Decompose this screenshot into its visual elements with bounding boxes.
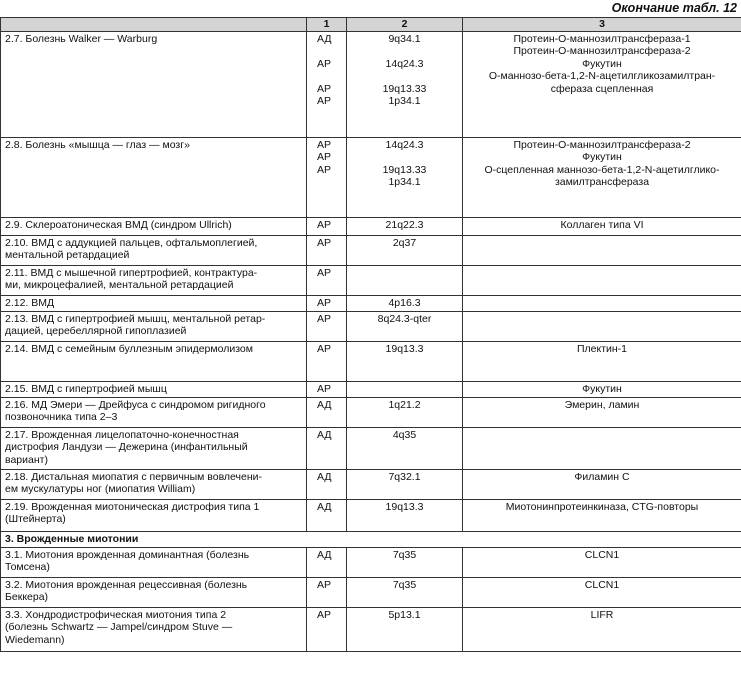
disease-name-cell <box>1 469 307 499</box>
inheritance-cell <box>307 265 347 295</box>
table-row <box>1 295 741 311</box>
disease-name-text: 2.17. Врожденная лицелопаточно-конечностная дистрофия Ландузи — Дежерина (инфантильный вариант) <box>5 428 248 466</box>
gene-product-cell <box>463 311 741 341</box>
gene-product-cell <box>463 397 741 427</box>
table-row <box>1 311 741 341</box>
inheritance-cell <box>307 547 347 577</box>
table-caption: Окончание табл. 12 <box>611 1 737 15</box>
gene-product-cell <box>463 295 741 311</box>
gene-product-text: CLCN1 <box>584 578 620 591</box>
gene-product-text: LIFR <box>590 608 614 621</box>
disease-name-text: 3.1. Миотония врожденная доминантная (болезнь Томсена) <box>5 548 250 573</box>
gene-product-cell <box>463 469 741 499</box>
inheritance-cell <box>307 427 347 469</box>
table-row <box>1 397 741 427</box>
locus-text: 8q24.3-qter <box>377 312 432 325</box>
disease-name-text: 2.9. Склероатоническая ВМД (синдром Ullrich) <box>5 218 232 231</box>
table-row <box>1 341 741 381</box>
disease-name-cell <box>1 397 307 427</box>
locus-cell <box>347 427 463 469</box>
locus-text: 2q37 <box>392 236 417 249</box>
gene-product-text: Филамин С <box>574 470 630 483</box>
gene-product-cell <box>463 31 741 137</box>
inheritance-text: АД <box>317 500 332 513</box>
locus-cell <box>347 295 463 311</box>
disease-name-cell <box>1 295 307 311</box>
disease-name-cell <box>1 235 307 265</box>
locus-text: 1q21.2 <box>388 398 421 411</box>
disease-name-text: 2.16. МД Эмери — Дрейфуса с синдромом ригидного позвоночника типа 2–3 <box>5 398 266 423</box>
inheritance-text: АР <box>317 296 332 309</box>
gene-product-text: Коллаген типа VI <box>560 218 644 231</box>
locus-text: 7q32.1 <box>388 470 421 483</box>
inheritance-text: АД <box>317 428 332 441</box>
table-row <box>1 607 741 651</box>
inheritance-text: АД <box>317 548 332 561</box>
disease-name-text: 2.18. Дистальная миопатия с первичным вовлечени- ем мускулатуры ног (миопатия William) <box>5 470 263 495</box>
table-row <box>1 427 741 469</box>
disease-name-text: 2.11. ВМД с мышечной гипертрофией, контрактура- ми, микроцефалией, ментальной ретардацией <box>5 266 258 291</box>
header-col-0 <box>1 18 307 32</box>
inheritance-text: АР <box>317 236 332 249</box>
inheritance-text: АР АР АР <box>317 138 332 176</box>
disease-name-cell <box>1 311 307 341</box>
gene-product-text: Протеин-O-маннозилтрансфераза-2 Фукутин O-сцепленная маннозо-бета-1,2-N-ацетилглико- замилтрансфераза <box>484 138 720 188</box>
locus-text: 14q24.3 19q13.33 1p34.1 <box>382 138 427 188</box>
locus-text: 9q34.1 14q24.3 19q13.33 1p34.1 <box>382 32 427 107</box>
gene-product-cell <box>463 547 741 577</box>
inheritance-cell <box>307 217 347 235</box>
gene-product-cell <box>463 137 741 217</box>
inheritance-text: АР <box>317 312 332 325</box>
disease-name-cell <box>1 341 307 381</box>
locus-cell <box>347 137 463 217</box>
locus-text: 7q35 <box>392 578 417 591</box>
disease-name-cell <box>1 499 307 531</box>
inheritance-cell <box>307 341 347 381</box>
locus-text: 4p16.3 <box>388 296 421 309</box>
gene-product-cell <box>463 499 741 531</box>
section-title: 3. Врожденные миотонии <box>1 531 741 547</box>
locus-text: 4q35 <box>392 428 417 441</box>
inheritance-text: АР <box>317 342 332 355</box>
inheritance-text: АР <box>317 608 332 621</box>
gene-product-text: Протеин-O-маннозилтрансфераза-1 Протеин-O-маннозилтрансфераза-2 Фукутин O-маннозо-бета-1,2-N-ацетилгликозамилтран- сфераза сцепленная <box>488 32 716 95</box>
gene-product-cell <box>463 381 741 397</box>
inheritance-cell <box>307 235 347 265</box>
table-row <box>1 547 741 577</box>
disease-name-text: 2.8. Болезнь «мышца — глаз — мозг» <box>5 138 190 151</box>
inheritance-text: АД <box>317 470 332 483</box>
locus-text: 19q13.3 <box>385 500 424 513</box>
inheritance-cell <box>307 499 347 531</box>
disease-name-text: 3.3. Хондродистрофическая миотония типа 2 (болезнь Schwartz — Jampel/синдром Stuve — Wiedemann) <box>5 608 233 646</box>
locus-cell <box>347 31 463 137</box>
gene-product-cell <box>463 577 741 607</box>
inheritance-cell <box>307 137 347 217</box>
disease-name-cell <box>1 137 307 217</box>
inheritance-cell <box>307 397 347 427</box>
locus-text: 5p13.1 <box>388 608 421 621</box>
disease-name-cell <box>1 265 307 295</box>
locus-cell <box>347 469 463 499</box>
table-row <box>1 499 741 531</box>
locus-cell <box>347 235 463 265</box>
locus-text: 7q35 <box>392 548 417 561</box>
locus-cell <box>347 397 463 427</box>
header-col-3: 3 <box>463 18 741 32</box>
disease-name-cell <box>1 381 307 397</box>
disease-name-cell <box>1 577 307 607</box>
disease-name-text: 2.10. ВМД с аддукцией пальцев, офтальмоплегией, ментальной ретардацией <box>5 236 258 261</box>
header-row <box>1 18 741 32</box>
inheritance-text: АР <box>317 218 332 231</box>
disease-name-text: 2.12. ВМД <box>5 296 55 309</box>
locus-text: 19q13.3 <box>385 342 424 355</box>
table-row <box>1 577 741 607</box>
locus-cell <box>347 547 463 577</box>
locus-cell <box>347 607 463 651</box>
disease-name-cell <box>1 217 307 235</box>
locus-cell <box>347 341 463 381</box>
inheritance-text: АР <box>317 578 332 591</box>
inheritance-text: АД АР АР АР <box>317 32 332 107</box>
disease-name-cell <box>1 31 307 137</box>
gene-product-cell <box>463 341 741 381</box>
disease-name-cell <box>1 607 307 651</box>
disease-name-text: 2.14. ВМД с семейным буллезным эпидермолизом <box>5 342 253 355</box>
header-col-2: 2 <box>347 18 463 32</box>
inheritance-text: АД <box>317 398 332 411</box>
table-row <box>1 217 741 235</box>
gene-product-cell <box>463 265 741 295</box>
gene-product-cell <box>463 217 741 235</box>
gene-product-text: Миотонинпротеинкиназа, CTG-повторы <box>505 500 699 513</box>
disease-name-text: 3.2. Миотония врожденная рецессивная (болезнь Беккера) <box>5 578 248 603</box>
table-row <box>1 381 741 397</box>
locus-cell <box>347 217 463 235</box>
header-col-1: 1 <box>307 18 347 32</box>
locus-cell <box>347 499 463 531</box>
locus-cell <box>347 311 463 341</box>
table-row <box>1 235 741 265</box>
disease-name-text: 2.7. Болезнь Walker — Warburg <box>5 32 158 45</box>
inheritance-text: АР <box>317 266 332 279</box>
table-row <box>1 137 741 217</box>
disease-name-cell <box>1 427 307 469</box>
inheritance-cell <box>307 381 347 397</box>
gene-product-text: Эмерин, ламин <box>564 398 640 411</box>
locus-text: 21q22.3 <box>385 218 424 231</box>
section-row <box>1 531 741 547</box>
table-row <box>1 469 741 499</box>
inheritance-cell <box>307 577 347 607</box>
gene-product-cell <box>463 427 741 469</box>
gene-product-text: CLCN1 <box>584 548 620 561</box>
gene-product-cell <box>463 607 741 651</box>
inheritance-cell <box>307 31 347 137</box>
gene-product-text: Плектин-1 <box>576 342 628 355</box>
disease-name-cell <box>1 547 307 577</box>
disease-name-text: 2.15. ВМД с гипертрофией мышц <box>5 382 167 395</box>
inheritance-cell <box>307 311 347 341</box>
disease-name-text: 2.13. ВМД с гипертрофией мышц, ментальной ретар- дацией, церебеллярной гипоплазией <box>5 312 266 337</box>
table-row <box>1 31 741 137</box>
gene-product-cell <box>463 235 741 265</box>
inheritance-cell <box>307 607 347 651</box>
locus-cell <box>347 265 463 295</box>
genetics-table <box>0 17 741 652</box>
inheritance-cell <box>307 295 347 311</box>
table-body <box>1 31 741 651</box>
table-row <box>1 265 741 295</box>
disease-name-text: 2.19. Врожденная миотоническая дистрофия типа 1 (Штейнерта) <box>5 500 260 525</box>
inheritance-cell <box>307 469 347 499</box>
inheritance-text: АР <box>317 382 332 395</box>
locus-cell <box>347 577 463 607</box>
gene-product-text: Фукутин <box>582 382 622 395</box>
locus-cell <box>347 381 463 397</box>
